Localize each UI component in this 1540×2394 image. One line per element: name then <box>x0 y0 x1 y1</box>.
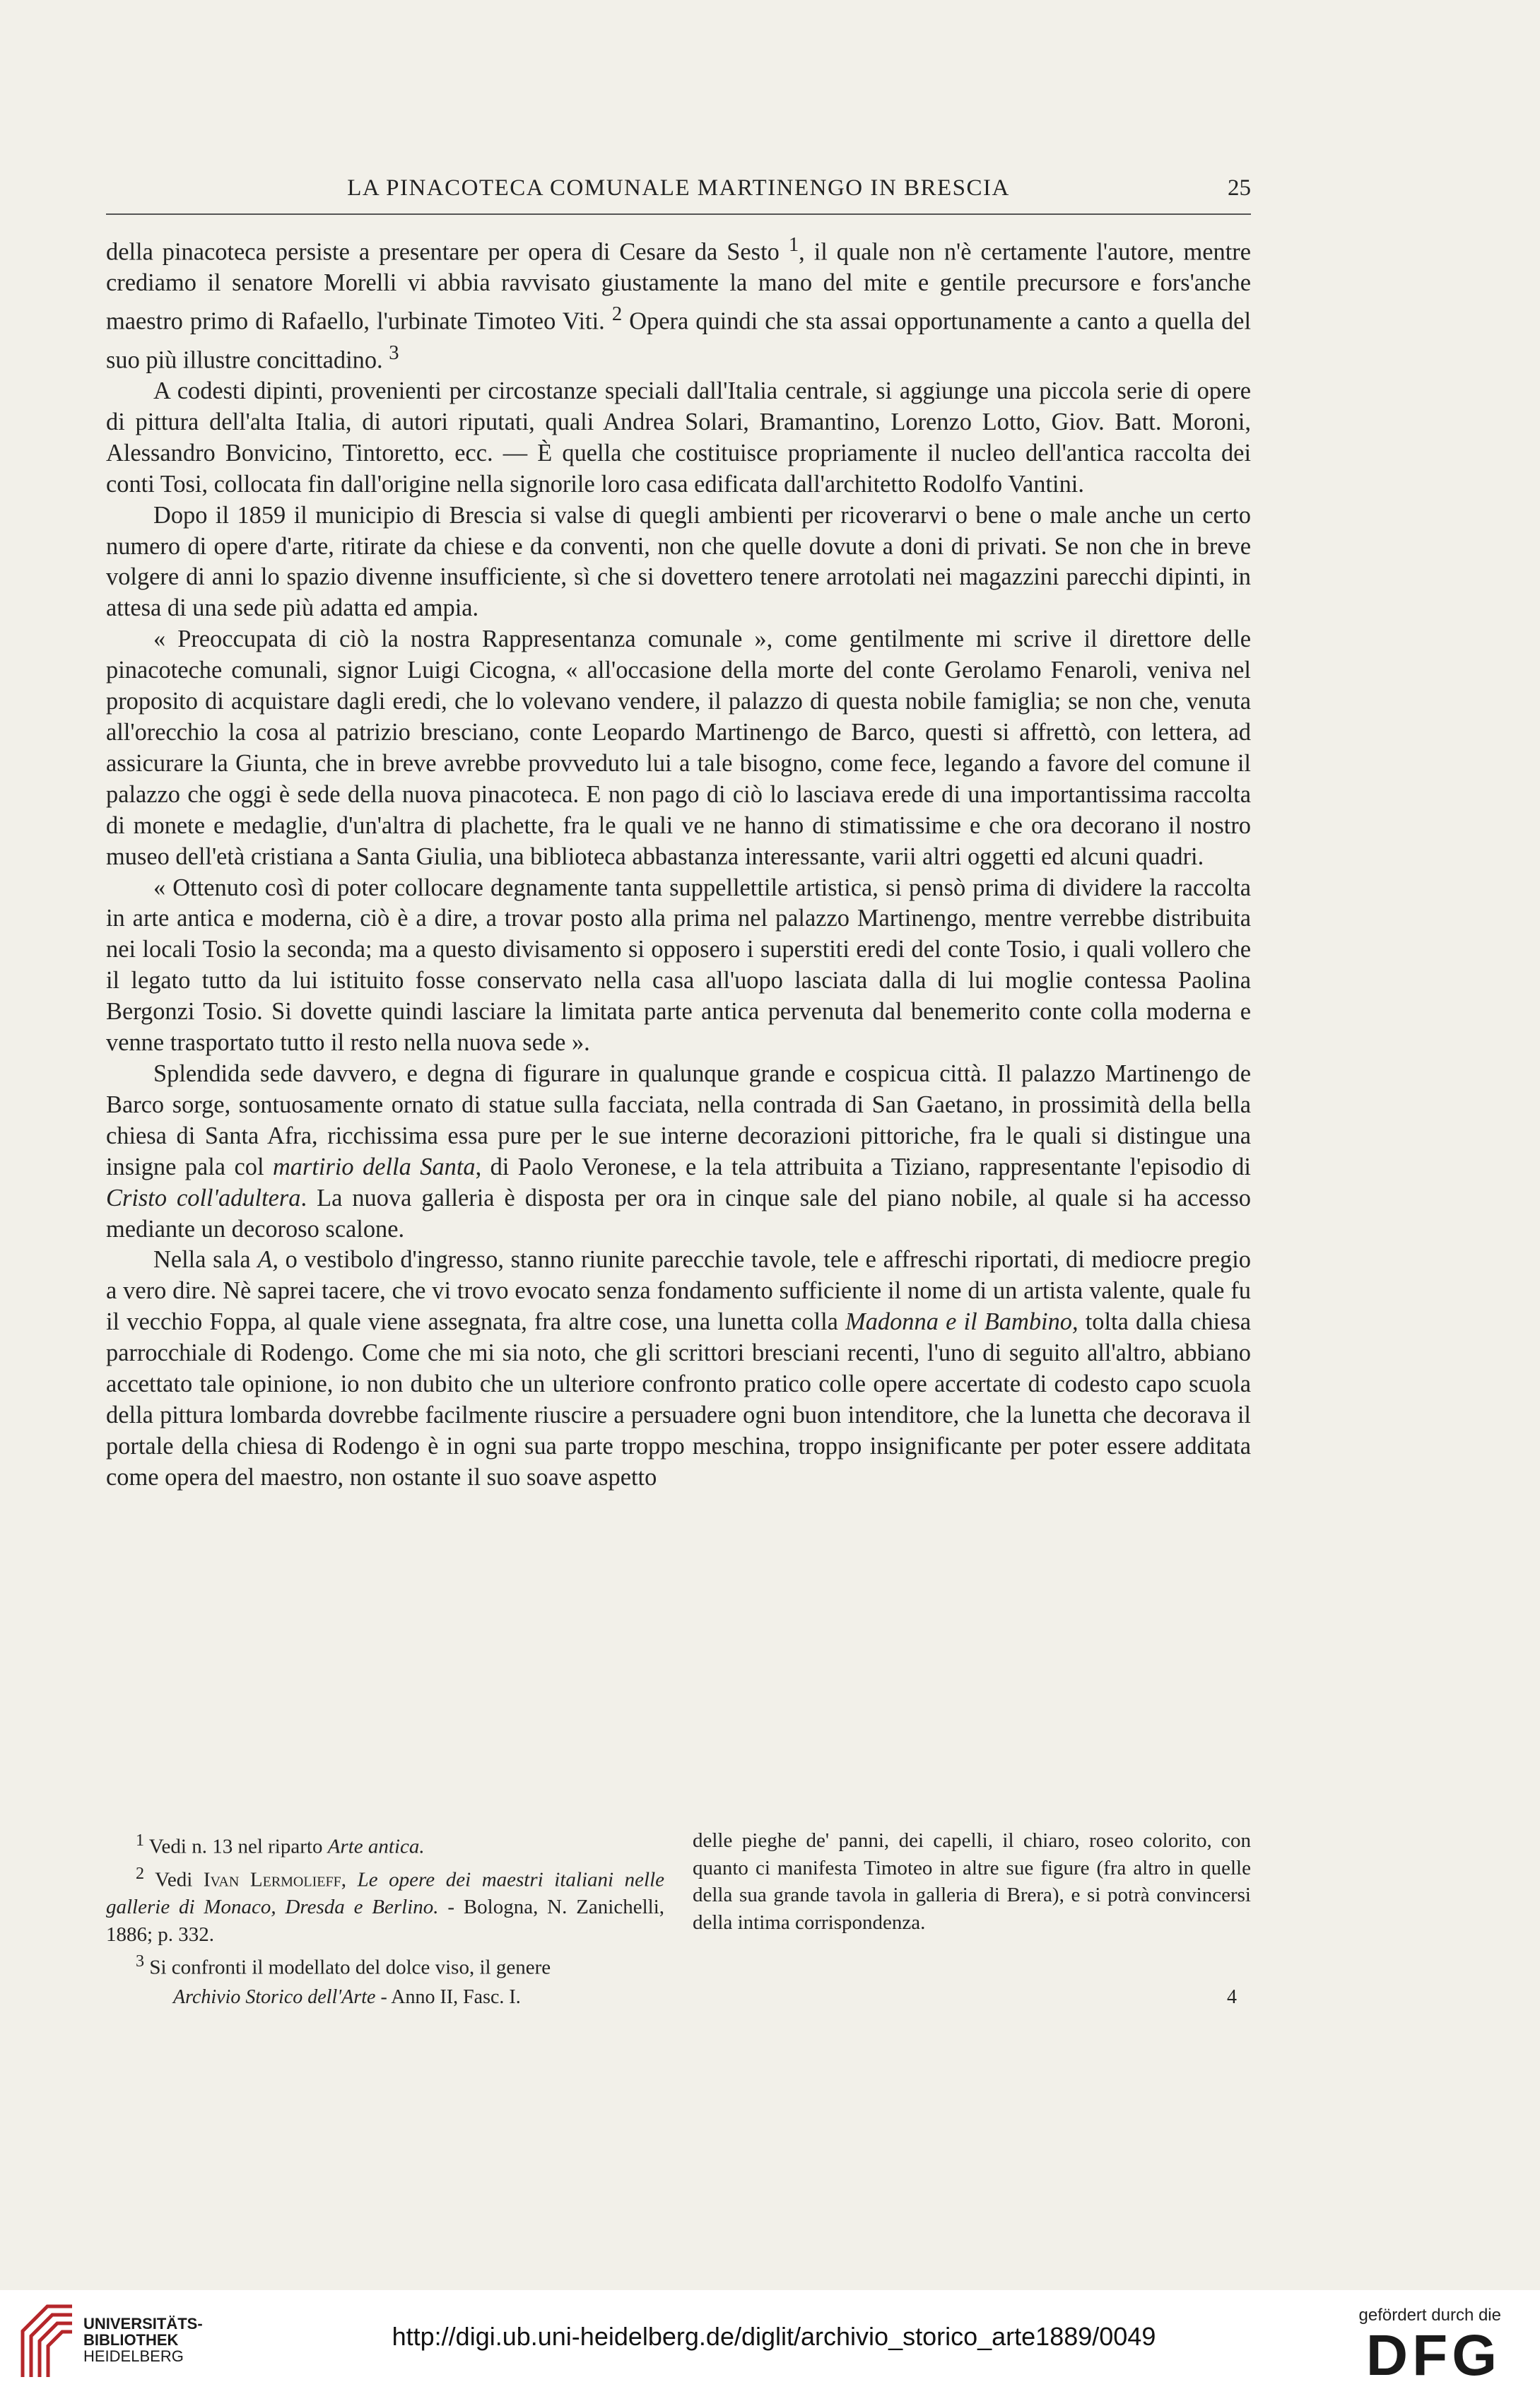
paragraph-6: Splendida sede davvero, e degna di figurare in qualunque grande e cospicua città. Il palazzo Martinengo de Barco sorge, sontuosamente ornato di statue sulla facciata, nella contrada di San Gaetano, in prossimità della bella chiesa di Santa Afra, ricchissima essa pure per le sue interne decorazioni pittoriche, fra le quali si distingue una insigne pala col martirio della Santa, di Paolo Veronese, e la tela attribuita a Tiziano, rappresentante l'episodio di Cristo coll'adultera. La nuova galleria è disposta per ora in cinque sale del piano nobile, al quale si ha accesso mediante un decoroso scalone. <box>106 1060 1251 1243</box>
dfg-logo[interactable]: DFG <box>1365 2323 1501 2388</box>
page-footer <box>106 1986 1251 2014</box>
footnote-1: $^1$ Vedi n. 13 nel riparto Arte antica. <box>136 1831 425 1858</box>
header-rule <box>106 213 1251 215</box>
paragraph-3: Dopo il 1859 il municipio di Brescia si valse di quegli ambienti per ricoverarvi o bene o male anche un certo numero di opere d'arte, ritirate da chiese e da conventi, non che quelle dovute a doni di privati. Se non che in breve volgere di anni lo spazio divenne insufficiente, sì che si dovettero tenere arrotolati nei magazzini parecchi dipinti, in attesa di una sede più adatta ed ampia. <box>106 501 1251 622</box>
library-name: UNIVERSITÄTS- BIBLIOTHEK HEIDELBERG <box>83 2315 203 2365</box>
footnotes <box>106 1827 1251 1981</box>
footnotes-left-column <box>106 1827 664 1981</box>
funder-caption: gefördert durch die <box>1358 2306 1501 2325</box>
paragraph-7: Nella sala A, o vestibolo d'ingresso, stanno riunite parecchie tavole, tele e affreschi riportati, di mediocre pregio a vero dire. Nè saprei tacere, che vi trovo evocato senza fondamento sufficiente il nome di un artista valente, quale fu il vecchio Foppa, al quale viene assegnata, fra altre cose, una lunetta colla Madonna e il Bambino, tolta dalla chiesa parrocchiale di Rodengo. Come che mi sia noto, che gli scrittori bresciani recenti, l'uno di seguito all'altro, abbiano accettato tale opinione, io non dubito che un ulteriore confronto pratico colle opere accertate di codesto capo scuola della pittura lombarda dovrebbe facilmente riuscire a persuadere ogni buon intenditore, che la lunetta che decorava il portale della chiesa di Rodengo è in ogni sua parte troppo meschina, troppo insignificante per poter essere additata come opera del maestro, non ostante il suo soave aspetto <box>106 1246 1251 1491</box>
page-number: 25 <box>1228 175 1251 201</box>
footnote-ref-1: 1 <box>788 233 799 256</box>
footnote-2: $^2$ Vedi Ivan Lermolieff, Le opere dei maestri italiani nelle gallerie di Monaco, Dresda e Berlino. - Bologna, N. Zanichelli, 1886; p. 332. <box>106 1864 665 1946</box>
footnotes-right-column <box>693 1827 1251 1981</box>
page-header <box>106 175 1251 218</box>
signature-mark: 4 <box>1227 1986 1237 2008</box>
main-text <box>106 230 1251 1494</box>
paragraph-2: A codesti dipinti, provenienti per circostanze speciali dall'Italia centrale, si aggiunge una piccola serie di opere di pittura dell'alta Italia, di autori riputati, quali Andrea Solari, Bramantino, Lorenzo Lotto, Giov. Batt. Moroni, Alessandro Bonvicino, Tintoretto, ecc. — È quella che costituisce propriamente il nucleo dell'antica raccolta dei conti Tosi, collocata fin dall'origine nella signorile loro casa edificata dall'architetto Rodolfo Vantini. <box>106 377 1251 498</box>
running-head: LA PINACOTECA COMUNALE MARTINENGO IN BRESCIA <box>347 175 1010 201</box>
university-library-logo-icon[interactable] <box>16 2299 76 2384</box>
footnote-ref-2: 2 <box>611 303 623 326</box>
journal-imprint: Archivio Storico dell'Arte - Anno II, Fasc. I. <box>173 1986 521 2008</box>
footnote-3: $^3$ Si confronti il modellato del dolce viso, il genere <box>136 1952 551 1979</box>
footnote-ref-3: 3 <box>389 341 399 364</box>
paragraph-5: « Ottenuto così di poter collocare degnamente tanta suppellettile artistica, si pensò prima di dividere la raccolta in arte antica e moderna, ciò è a dire, a trovar posto alla prima nel palazzo Martinengo, mentre verrebbe distribuita nei locali Tosio la seconda; ma a questo divisamento si opposero i superstiti eredi del conte Tosio, i quali vollero che il legato tutto da lui istituito fosse conservato nella casa all'uopo lasciata dalla di lui moglie contessa Paolina Bergonzi Tosio. Si dovette quindi lasciare la limitata parte antica pervenuta dal benemerito conte colla moderna e venne trasportato tutto il resto nella nuova sede ». <box>106 874 1251 1057</box>
footnote-3-continued: delle pieghe de' panni, dei capelli, il chiaro, roseo colorito, con quanto ci manifesta Timoteo in altre sue figure (fra altro in quelle della sua grande tavola in galleria di Brera), e si potrà convincersi della intima corrispondenza. <box>693 1829 1251 1934</box>
document-url-link[interactable]: http://digi.ub.uni-heidelberg.de/diglit/archivio_storico_arte1889/0049 <box>392 2322 1156 2351</box>
paragraph-4: « Preoccupata di ciò la nostra Rappresentanza comunale », come gentilmente mi scrive il direttore delle pinacoteche comunali, signor Luigi Cicogna, « all'occasione della morte del conte Gerolamo Fenaroli, veniva nel proposito di acquistare dagli eredi, che lo volevano vendere, il palazzo di questa nobile famiglia; se non che, venuta all'orecchio la cosa al patrizio bresciano, conte Leopardo Martinengo de Barco, questi si affrettò, con lettera, ad assicurare la Giunta, che in breve avrebbe provveduto lui a tale bisogno, come fece, legando a favore del comune il palazzo che oggi è sede della nuova pinacoteca. E non pago di ciò lo lasciava erede di una importantissima raccolta di monete e medaglie, d'un'altra di plachette, fra le quali ve ne hanno di stimatissime e che ora decorano il nostro museo dell'età cristiana a Santa Giulia, una biblioteca abbastanza interessante, varii altri oggetti ed alcuni quadri. <box>106 626 1251 870</box>
paragraph-1: della pinacoteca persiste a presentare per opera di Cesare da Sesto $^1$, il quale non n'è certamente l'autore, mentre crediamo il senatore Morelli vi abbia ravvisato giustamente la mano del mite e gentile precursore e fors'anche maestro primo di Rafaello, l'urbinate Timoteo Viti. $^2$ Opera quindi che sta assai opportunamente a canto a quella del suo più illustre concittadino. $^3$ <box>106 233 1252 374</box>
